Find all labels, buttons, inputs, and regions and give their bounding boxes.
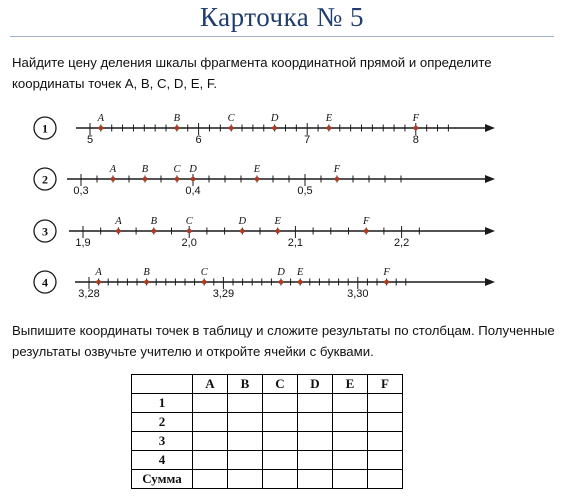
point-a-label: A: [115, 216, 122, 227]
tick-label: 2,1: [287, 237, 304, 249]
point-f-marker: [384, 280, 389, 285]
line-number: 1: [42, 121, 48, 136]
point-a-label: A: [95, 267, 102, 278]
answer-cell[interactable]: [263, 413, 298, 432]
point-f-marker: [364, 229, 369, 234]
point-b-label: B: [141, 164, 149, 175]
point-f-marker: [335, 177, 340, 182]
answer-cell[interactable]: [298, 470, 333, 489]
answer-cell[interactable]: [333, 432, 368, 451]
table-row: [132, 413, 403, 432]
point-d-marker: [191, 177, 196, 182]
tick-label: 5: [86, 134, 94, 146]
point-b-label: B: [173, 113, 181, 124]
point-d-label: D: [277, 267, 285, 278]
tick-label: 3,30: [347, 288, 369, 300]
point-d-label: D: [189, 164, 197, 175]
table-row: [132, 432, 403, 451]
task-instruction-2: Выпишите координаты точек в таблицу и сложите результаты по столбцам. Полученные результаты озвучьте учителю и откройте ячейки с буквами.: [12, 323, 555, 359]
point-a-marker: [111, 177, 116, 182]
point-f-label: F: [333, 164, 341, 175]
point-c-marker: [202, 280, 207, 285]
tick-label: 0,5: [297, 185, 313, 197]
point-a-marker: [96, 280, 101, 285]
tick-label: 3,28: [78, 288, 100, 300]
axis-arrow: [485, 124, 495, 132]
answer-cell[interactable]: [193, 432, 228, 451]
card-title: Карточка № 5: [199, 2, 365, 32]
answer-cell[interactable]: [228, 470, 263, 489]
column-header-c: C: [263, 375, 298, 394]
answer-cell[interactable]: [368, 432, 403, 451]
point-d-marker: [272, 126, 277, 131]
column-header-d: D: [298, 375, 333, 394]
point-d-label: D: [270, 113, 279, 124]
table-row: [132, 394, 403, 413]
answer-cell[interactable]: [263, 470, 298, 489]
point-f-label: F: [383, 267, 390, 278]
answer-cell[interactable]: [228, 451, 263, 470]
point-e-marker: [275, 229, 280, 234]
answer-cell[interactable]: [228, 413, 263, 432]
point-a-label: A: [97, 113, 105, 124]
axis-arrow: [485, 227, 495, 235]
axis-arrow: [485, 278, 495, 286]
point-c-label: C: [173, 164, 181, 175]
row-label: Сумма: [132, 470, 193, 489]
tick-label: 1,9: [75, 237, 91, 249]
row-label: 1: [132, 394, 193, 413]
answer-cell[interactable]: [193, 451, 228, 470]
point-f-marker: [414, 126, 419, 131]
answer-cell[interactable]: [333, 470, 368, 489]
tick-label: 8: [412, 134, 419, 146]
line-number: 3: [42, 224, 48, 239]
point-e-marker: [327, 126, 332, 131]
answer-cell[interactable]: [263, 432, 298, 451]
answer-cell[interactable]: [368, 451, 403, 470]
tick-label: 0,3: [73, 185, 89, 197]
answer-cell[interactable]: [298, 413, 333, 432]
tick-label: 6: [195, 134, 202, 146]
row-label: 4: [132, 451, 193, 470]
answer-cell[interactable]: [263, 451, 298, 470]
column-header-e: E: [333, 375, 368, 394]
answer-table: [131, 374, 403, 489]
tick-label: 7: [304, 134, 311, 146]
point-d-marker: [279, 280, 284, 285]
answer-cell[interactable]: [368, 394, 403, 413]
task-instruction-1: Найдите цену деления шкалы фрагмента координатной прямой и определите координаты точек A, B, C, D, E, F.: [12, 55, 492, 91]
answer-cell[interactable]: [333, 394, 368, 413]
point-c-label: C: [200, 267, 208, 278]
table-corner-cell: [132, 375, 193, 394]
column-header-f: F: [368, 375, 403, 394]
answer-cell[interactable]: [368, 470, 403, 489]
table-header-row: [132, 375, 403, 394]
tick-label: 2,2: [393, 237, 410, 249]
point-d-label: D: [238, 216, 247, 227]
point-c-marker: [229, 126, 234, 131]
row-label: 2: [132, 413, 193, 432]
point-a-marker: [116, 229, 121, 234]
answer-cell[interactable]: [263, 394, 298, 413]
point-a-marker: [99, 126, 104, 131]
point-c-marker: [187, 229, 192, 234]
answer-cell[interactable]: [193, 413, 228, 432]
point-e-label: E: [274, 216, 281, 227]
answer-cell[interactable]: [298, 432, 333, 451]
answer-cell[interactable]: [368, 413, 403, 432]
point-b-label: B: [150, 216, 158, 227]
point-e-marker: [298, 280, 303, 285]
point-e-label: E: [253, 164, 261, 175]
answer-cell[interactable]: [193, 394, 228, 413]
point-f-label: F: [412, 113, 420, 124]
tick-label: 3,29: [212, 288, 235, 300]
axis-arrow: [485, 175, 495, 183]
point-f-label: F: [362, 216, 370, 227]
table-row: [132, 470, 403, 489]
point-b-marker: [144, 280, 149, 285]
column-header-a: A: [193, 375, 228, 394]
column-header-b: B: [228, 375, 263, 394]
tick-label: 0,4: [185, 185, 201, 197]
point-c-label: C: [185, 216, 193, 227]
tick-label: 2,0: [181, 237, 197, 249]
point-c-marker: [175, 177, 180, 182]
answer-cell[interactable]: [333, 451, 368, 470]
answer-cell[interactable]: [298, 451, 333, 470]
point-c-label: C: [227, 113, 235, 124]
answer-cell[interactable]: [228, 394, 263, 413]
point-e-label: E: [296, 267, 304, 278]
answer-cell[interactable]: [333, 413, 368, 432]
answer-cell[interactable]: [193, 470, 228, 489]
point-b-marker: [143, 177, 148, 182]
row-label: 3: [132, 432, 193, 451]
point-b-marker: [175, 126, 180, 131]
point-d-marker: [240, 229, 245, 234]
answer-cell[interactable]: [228, 432, 263, 451]
point-e-label: E: [325, 113, 333, 124]
answer-cell[interactable]: [298, 394, 333, 413]
point-a-label: A: [109, 164, 117, 175]
point-b-label: B: [143, 267, 150, 278]
point-e-marker: [255, 177, 260, 182]
point-b-marker: [152, 229, 157, 234]
line-number: 4: [42, 275, 48, 290]
line-number: 2: [42, 172, 48, 187]
table-row: [132, 451, 403, 470]
